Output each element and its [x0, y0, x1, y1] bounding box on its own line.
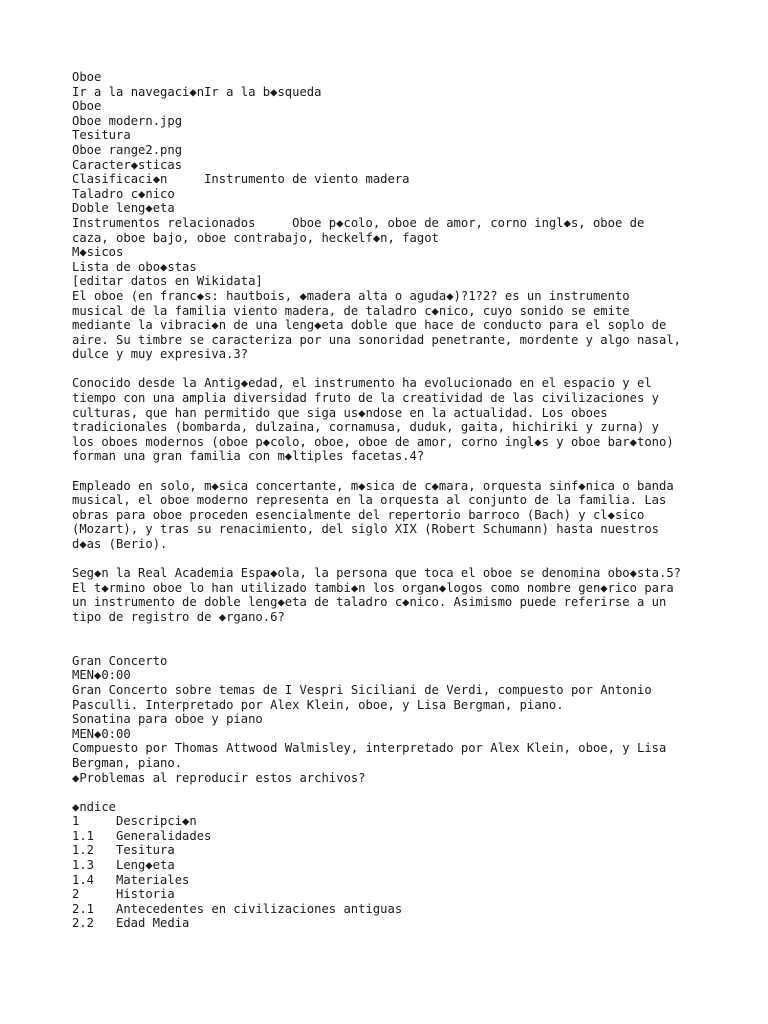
page-subtitle: Oboe	[72, 99, 102, 114]
infobox-musicos: M◆sicos	[72, 245, 124, 260]
paragraph-line: El t◆rmino oboe lo han utilizado tambi◆n los organ◆logos como nombre gen◆rico para	[72, 580, 674, 595]
toc-item[interactable]	[72, 916, 732, 931]
playback-help-link[interactable]: ◆Problemas al reproducir estos archivos?	[72, 770, 366, 785]
paragraph-line: Seg◆n la Real Academia Espa◆ola, la persona que toca el oboe se denomina obo◆sta.5?	[72, 566, 682, 581]
page-title: Oboe	[72, 70, 102, 84]
toc-item-label: Tesitura	[116, 843, 175, 858]
spacer	[72, 625, 732, 654]
media-item-2	[72, 712, 732, 770]
table-of-contents	[72, 800, 732, 931]
infobox-lista-link[interactable]: Lista de obo◆stas	[72, 259, 197, 274]
paragraph-history	[72, 376, 732, 464]
toc-item-number: 2.1	[72, 901, 95, 916]
paragraph-line: tradicionales (bombarda, dulzaina, cornamusa, duduk, gaita, hichiriki y zurna) y	[72, 420, 659, 435]
paragraph-line: forman una gran familia con m◆ltiples facetas.4?	[72, 449, 425, 464]
paragraph-terminology	[72, 566, 732, 624]
paragraph-line: Empleado en solo, m◆sica concertante, m◆sica de c◆mara, orquesta sinf◆nica o banda	[72, 478, 674, 493]
media-description: Gran Concerto sobre temas de I Vespri Siciliani de Verdi, compuesto por Antonio	[72, 682, 652, 697]
toc-item[interactable]	[72, 887, 732, 902]
paragraph-line: tipo de registro de ◆rgano.6?	[72, 609, 285, 624]
media-player-control[interactable]: MEN◆0:00	[72, 668, 131, 683]
toc-item-label: Leng◆eta	[116, 858, 175, 873]
toc-item-number: 1	[72, 814, 80, 829]
infobox-relacionados-2: caza, oboe bajo, oboe contrabajo, heckelf◆n, fagot	[72, 230, 439, 245]
spacer	[72, 362, 732, 377]
toc-item-number: 1.4	[72, 872, 95, 887]
toc-item[interactable]	[72, 873, 732, 888]
paragraph-line: aire. Su timbre se caracteriza por una sonoridad penetrante, mordente y algo nasal,	[72, 332, 682, 347]
infobox-relacionados-1: Instrumentos relacionados Oboe p◆colo, oboe de amor, corno ingl◆s, oboe de	[72, 215, 645, 230]
toc-item-label: Historia	[116, 887, 175, 902]
toc-item[interactable]	[72, 829, 732, 844]
paragraph-line: d◆as (Berio).	[72, 537, 168, 551]
paragraph-usage	[72, 479, 732, 552]
paragraph-line: tiempo con una amplia diversidad fruto de la creatividad de las civilizaciones y	[72, 391, 659, 406]
toc-item[interactable]	[72, 902, 732, 917]
media-player-control[interactable]: MEN◆0:00	[72, 726, 131, 741]
infobox-clasificacion: Clasificaci◆n Instrumento de viento madera	[72, 172, 410, 187]
paragraph-line: El oboe (en franc◆s: hautbois, ◆madera alta o aguda◆)?1?2? es un instrumento	[72, 288, 630, 303]
toc-item-label: Materiales	[116, 872, 190, 887]
paragraph-line: obras para oboe proceden esencialmente del repertorio barroco (Bach) y cl◆sico	[72, 507, 645, 522]
paragraph-line: dulce y muy expresiva.3?	[72, 347, 249, 362]
spacer	[72, 552, 732, 567]
caracteristicas-label: Caracter◆sticas	[72, 157, 183, 172]
toc-item[interactable]	[72, 858, 732, 873]
image-filename-1[interactable]: Oboe modern.jpg	[72, 113, 183, 128]
toc-title: ◆ndice	[72, 799, 117, 814]
media-title: Gran Concerto	[72, 653, 168, 668]
media-title: Sonatina para oboe y piano	[72, 712, 263, 727]
infobox-taladro: Taladro c◆nico	[72, 186, 175, 201]
paragraph-intro	[72, 289, 732, 362]
paragraph-line: culturas, que han permitido que siga us◆ndose en la actualidad. Los oboes	[72, 405, 608, 420]
media-item-1	[72, 654, 732, 712]
media-description: Compuesto por Thomas Attwood Walmisley, interpretado por Alex Klein, oboe, y Lisa	[72, 741, 667, 756]
nav-links[interactable]: Ir a la navegaci◆nIr a la b◆squeda	[72, 84, 322, 99]
infobox-editar-link[interactable]: [editar datos en Wikidata]	[72, 274, 263, 289]
paragraph-line: musical de la familia viento madera, de taladro c◆nico, cuyo sonido se emite	[72, 303, 630, 318]
paragraph-line: (Mozart), y tras su renacimiento, del siglo XIX (Robert Schumann) hasta nuestros	[72, 522, 659, 537]
spacer	[72, 464, 732, 479]
toc-item-number: 2	[72, 887, 80, 902]
toc-item-label: Descripci◆n	[116, 814, 197, 829]
paragraph-line: un instrumento de doble leng◆eta de taladro c◆nico. Asimismo puede referirse a un	[72, 595, 667, 610]
image-filename-2[interactable]: Oboe range2.png	[72, 142, 183, 157]
paragraph-line: mediante la vibraci◆n de una leng◆eta doble que hace de conducto para el soplo de	[72, 318, 667, 333]
infobox-lengueta: Doble leng◆eta	[72, 201, 175, 216]
spacer	[72, 785, 732, 800]
paragraph-line: musical, el oboe moderno representa en la orquesta al conjunto de la familia. Las	[72, 493, 667, 508]
toc-item[interactable]	[72, 843, 732, 858]
toc-item-number: 1.3	[72, 858, 95, 873]
toc-item-number: 1.1	[72, 828, 95, 843]
toc-item-label: Antecedentes en civilizaciones antiguas	[116, 901, 403, 916]
media-description: Bergman, piano.	[72, 755, 183, 770]
tesitura-label: Tesitura	[72, 128, 131, 143]
paragraph-line: Conocido desde la Antig◆edad, el instrumento ha evolucionado en el espacio y el	[72, 376, 652, 391]
paragraph-line: los oboes modernos (oboe p◆colo, oboe, oboe de amor, corno ingl◆s y oboe bar◆tono)	[72, 434, 674, 449]
toc-item-number: 2.2	[72, 916, 95, 931]
toc-item-number: 1.2	[72, 843, 95, 858]
toc-item-label: Generalidades	[116, 828, 212, 843]
media-description: Pasculli. Interpretado por Alex Klein, oboe, y Lisa Bergman, piano.	[72, 697, 564, 712]
document-body	[72, 70, 732, 931]
toc-item-label: Edad Media	[116, 916, 190, 931]
toc-item[interactable]	[72, 814, 732, 829]
